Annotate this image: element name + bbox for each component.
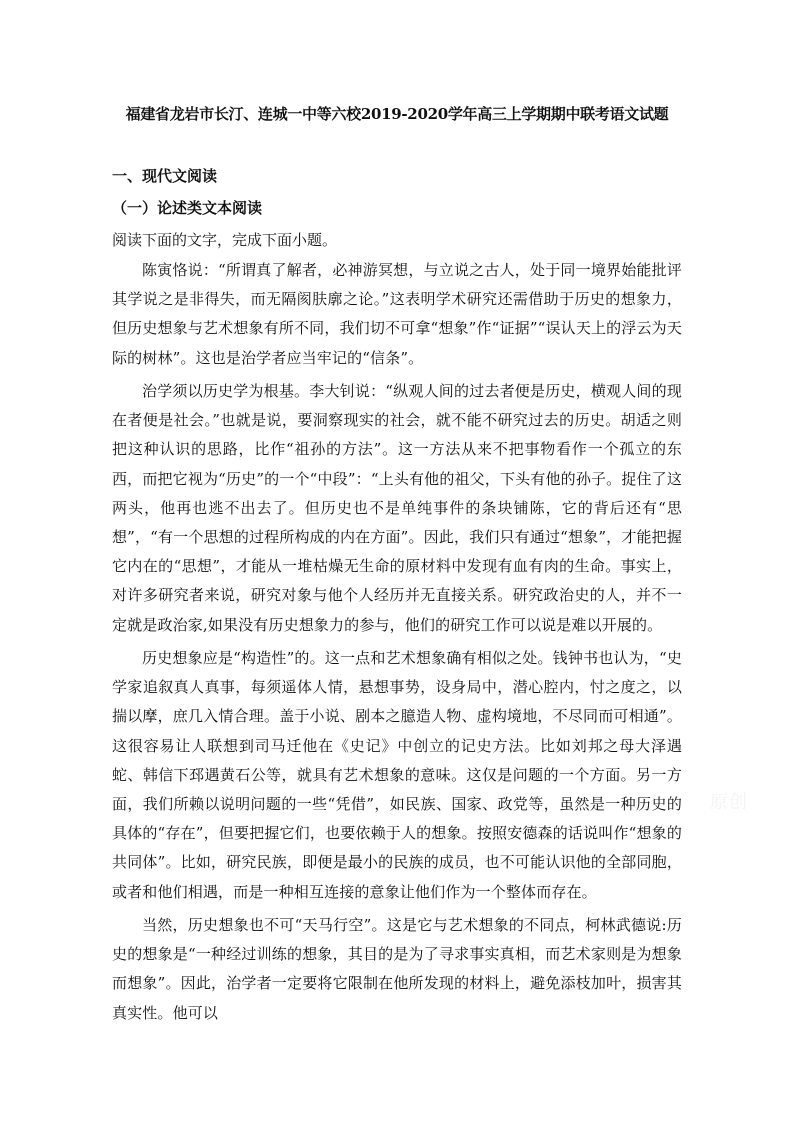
paragraph: 治学须以历史学为根基。李大钊说：“纵观人间的过去者便是历史，横观人间的现在者便是社会。”也就是说，要洞察现实的社会，就不能不研究过去的历史。胡适之则把这种认识的思路，比作“祖孙的方法”。这一方法从来不把事物看作一个孤立的东西，而把它视为“历史”的一个“中段”：“上头有他的祖父，下头有他的孙子。捉住了这两头，他再也逃不出去了。但历史也不是单纯事件的条块铺陈，它的背后还有“思想”，“有一个思想的过程所构成的内在方面”。因此，我们只有通过“想象”，才能把握它内在的“思想”，才能从一堆枯燥无生命的原材料中发现有血有肉的生命。事实上，对许多研究者来说，研究对象与他个人经历并无直接关系。研究政治史的人，并不一定就是政治家,如果没有历史想象力的参与，他们的研究工作可以说是难以开展的。: [112, 382, 682, 634]
subsection-heading: （一）论述类文本阅读: [112, 199, 263, 217]
section-heading: 一、现代文阅读: [112, 167, 218, 185]
document-title: 福建省龙岩市长汀、连城一中等六校2019-2020学年高三上学期期中联考语文试题: [125, 105, 669, 123]
paragraph: 当然，历史想象也不可“天马行空”。这是它与艺术想象的不同点，柯林武德说:历史的想象是“一种经过训练的想象，其目的是为了寻求事实真相，而艺术家则是为想象而想象”。因此，治学者一定要将它限制在他所发现的材料上，避免添枝加叶，损害其真实性。他可以: [112, 916, 682, 1022]
paragraph: 陈寅恪说：“所谓真了解者，必神游冥想，与立说之古人，处于同一境界始能批评其学说之是非得失，而无隔阂肤廓之论。”这表明学术研究还需借助于历史的想象力，但历史想象与艺术想象有所不同，我们切不可拿“想象”作“证据”“误认天上的浮云为天际的树林”。这也是治学者应当牢记的“信条”。: [112, 261, 682, 367]
reading-instruction: 阅读下面的文字，完成下面小题。: [112, 231, 338, 249]
watermark: 原创: [710, 792, 748, 813]
paragraph: 历史想象应是“构造性”的。这一点和艺术想象确有相似之处。钱钟书也认为，“史学家追叙真人真事，每须遥体人情，悬想事势，设身局中，潜心腔内，忖之度之，以揣以摩，庶几入情合理。盖于小说、剧本之臆造人物、虚构境地，不尽同而可相通”。这很容易让人联想到司马迁他在《史记》中创立的记史方法。比如刘邦之母大泽遇蛇、韩信下邳遇黄石公等，就具有艺术想象的意味。这仅是问题的一个方面。另一方面，我们所赖以说明问题的一些“凭借”，如民族、国家、政党等，虽然是一种历史的具体的“存在”，但要把握它们，也要依赖于人的想象。按照安德森的话说叫作“想象的共同体”。比如，研究民族，即便是最小的民族的成员，也不可能认识他的全部同胞，或者和他们相遇，而是一种相互连接的意象让他们作为一个整体而存在。: [112, 649, 682, 901]
article-body: [112, 256, 682, 1032]
